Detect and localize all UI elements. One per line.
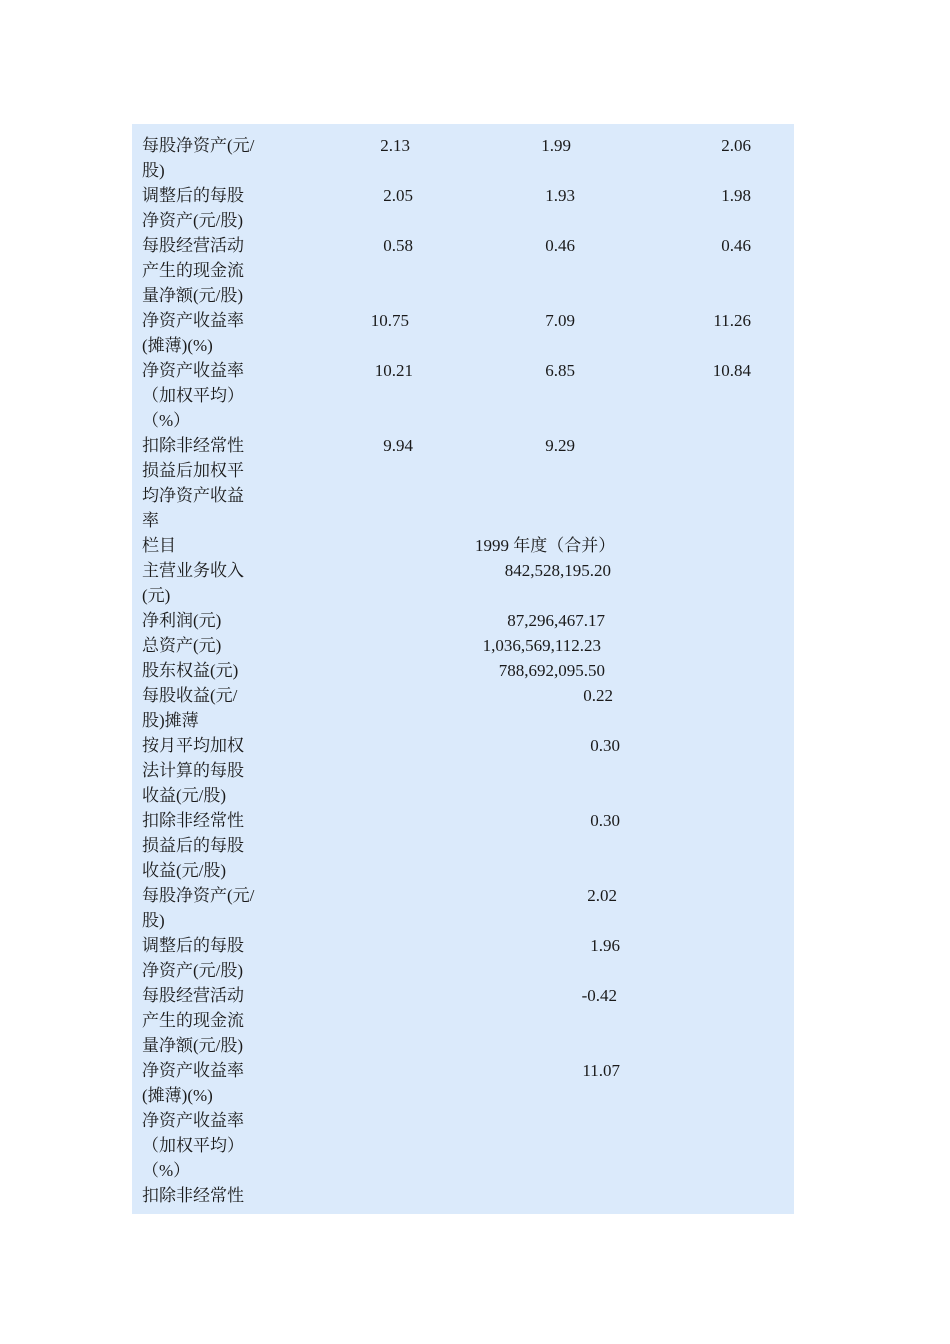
row-value: 0.30 [590, 811, 620, 830]
row-label: 每股经营活动产生的现金流量净额(元/股) [142, 236, 244, 305]
value-col-1: 2.13 [380, 136, 410, 155]
financial-table-panel [132, 124, 794, 1214]
row-label: 扣除非经常性 [142, 1186, 244, 1205]
value-col-3: 2.06 [721, 136, 751, 155]
row-label: 净资产收益率（加权平均）（%） [142, 1111, 244, 1180]
row-label: 每股净资产(元/股) [142, 886, 255, 930]
value-col-2: 1.99 [541, 136, 571, 155]
value-col-1: 0.58 [383, 236, 413, 255]
value-col-1: 2.05 [383, 186, 413, 205]
value-col-2: 6.85 [545, 361, 575, 380]
value-col-3: 1.98 [721, 186, 751, 205]
row-label: 每股净资产(元/股) [142, 136, 255, 180]
row-label: 净资产收益率（加权平均）（%） [142, 361, 244, 430]
value-col-3: 0.46 [721, 236, 751, 255]
row-label: 每股收益(元/股)摊薄 [142, 686, 238, 730]
row-label: 每股经营活动产生的现金流量净额(元/股) [142, 986, 244, 1055]
value-col-1: 10.21 [374, 361, 413, 380]
row-value: 1.96 [590, 936, 620, 955]
row-value: 788,692,095.50 [498, 661, 605, 680]
column-header-year: 1999 年度（合并） [475, 536, 616, 555]
row-label: 净利润(元) [142, 611, 222, 630]
row-value: 0.30 [590, 736, 620, 755]
value-col-3: 10.84 [712, 361, 751, 380]
row-label: 扣除非经常性损益后加权平均净资产收益率 [142, 436, 244, 530]
row-value: 87,296,467.17 [507, 611, 605, 630]
row-label: 扣除非经常性损益后的每股收益(元/股) [142, 811, 244, 880]
value-col-2: 7.09 [545, 311, 575, 330]
row-value: 2.02 [587, 886, 617, 905]
row-value: 1,036,569,112.23 [482, 636, 601, 655]
row-label: 调整后的每股净资产(元/股) [142, 936, 244, 980]
row-label: 股东权益(元) [142, 661, 239, 680]
row-value: -0.42 [581, 986, 617, 1005]
row-label: 主营业务收入(元) [142, 561, 244, 605]
value-col-2: 0.46 [545, 236, 575, 255]
row-label: 调整后的每股净资产(元/股) [142, 186, 244, 230]
value-col-2: 1.93 [545, 186, 575, 205]
column-header-label: 栏目 [142, 536, 176, 555]
row-label: 净资产收益率(摊薄)(%) [142, 1061, 244, 1105]
row-label: 总资产(元) [142, 636, 222, 655]
row-label: 净资产收益率(摊薄)(%) [142, 311, 244, 355]
value-col-3: 11.26 [713, 311, 751, 330]
row-value: 842,528,195.20 [504, 561, 611, 580]
row-value: 11.07 [582, 1061, 620, 1080]
row-label: 按月平均加权法计算的每股收益(元/股) [142, 736, 244, 805]
value-col-2: 9.29 [545, 436, 575, 455]
row-value: 0.22 [583, 686, 613, 705]
value-col-1: 9.94 [383, 436, 413, 455]
value-col-1: 10.75 [370, 311, 409, 330]
